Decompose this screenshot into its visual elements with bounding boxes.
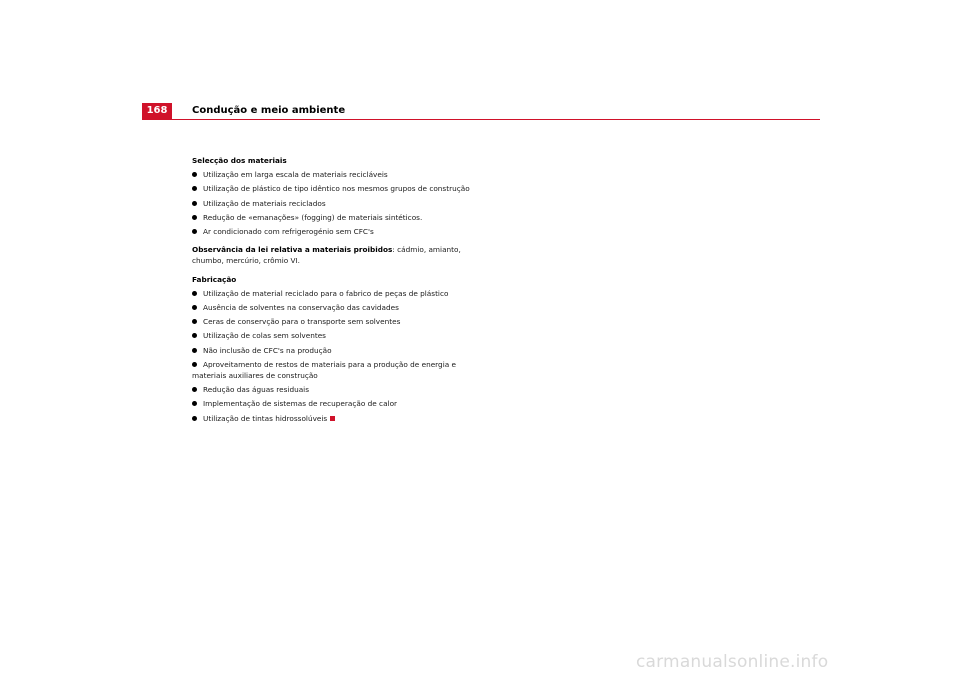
manufacturing-item-label: Ceras de conservção para o transporte sem solventes <box>203 317 401 327</box>
materials-item <box>192 198 482 209</box>
bullet-icon <box>192 186 197 191</box>
law-heading: Observância da lei relativa a materiais proibidos <box>192 245 393 255</box>
law-text: : cádmio, amianto, chumbo, mercúrio, crômio VI. <box>192 245 461 266</box>
materials-item <box>192 212 482 223</box>
bullet-icon <box>192 172 197 177</box>
bullet-icon <box>192 201 197 206</box>
materials-item <box>192 226 482 237</box>
manufacturing-item <box>192 288 482 299</box>
materials-item-label: Ar condicionado com refrigerogénio sem CFC's <box>203 227 374 237</box>
manufacturing-item-label: Redução das águas residuais <box>203 385 310 395</box>
bullet-icon <box>192 333 197 338</box>
materials-item <box>192 169 482 180</box>
manufacturing-item <box>192 384 482 395</box>
section-end-icon <box>330 416 335 421</box>
materials-item-label: Utilização em larga escala de materiais recicláveis <box>203 170 388 180</box>
materials-list <box>192 169 482 237</box>
law-paragraph <box>192 244 482 266</box>
manufacturing-list <box>192 288 482 424</box>
watermark-text: carmanualsonline.info <box>636 652 829 672</box>
manufacturing-item <box>192 316 482 327</box>
materials-item-label: Utilização de materiais reciclados <box>203 198 326 208</box>
materials-item-label: Redução de «emanações» (fogging) de materiais sintéticos. <box>203 212 423 222</box>
bullet-icon <box>192 348 197 353</box>
page-number: 168 <box>142 103 172 119</box>
page-header <box>142 103 820 120</box>
bullet-icon <box>192 305 197 310</box>
manufacturing-item <box>192 345 482 356</box>
manufacturing-heading: Fabricação <box>192 274 237 284</box>
manufacturing-item-label: Aproveitamento de restos de materiais para a produção de energia e materiais auxiliares de construção <box>192 359 456 381</box>
bullet-icon <box>192 416 197 421</box>
bullet-icon <box>192 387 197 392</box>
bullet-icon <box>192 215 197 220</box>
manufacturing-item <box>192 413 482 424</box>
bullet-icon <box>192 362 197 367</box>
manufacturing-item <box>192 398 482 409</box>
manufacturing-item <box>192 302 482 313</box>
section-title: Condução e meio ambiente <box>192 105 346 116</box>
manufacturing-item-label: Implementação de sistemas de recuperação de calor <box>203 399 398 409</box>
manufacturing-item-label: Não inclusão de CFC's na produção <box>203 345 332 355</box>
manufacturing-item-label: Ausência de solventes na conservação das cavidades <box>203 303 399 313</box>
bullet-icon <box>192 401 197 406</box>
materials-heading: Selecção dos materiais <box>192 156 287 165</box>
bullet-icon <box>192 229 197 234</box>
manufacturing-item-label: Utilização de colas sem solventes <box>203 331 326 341</box>
bullet-icon <box>192 319 197 324</box>
content-column <box>192 155 482 424</box>
manufacturing-item-label: Utilização de tintas hidrossolúveis <box>203 413 328 423</box>
bullet-icon <box>192 291 197 296</box>
manufacturing-item <box>192 359 482 381</box>
manufacturing-item <box>192 330 482 341</box>
manufacturing-item-label: Utilização de material reciclado para o fabrico de peças de plástico <box>203 288 449 298</box>
materials-item <box>192 183 482 194</box>
materials-item-label: Utilização de plástico de tipo idêntico nos mesmos grupos de construção <box>203 184 470 194</box>
